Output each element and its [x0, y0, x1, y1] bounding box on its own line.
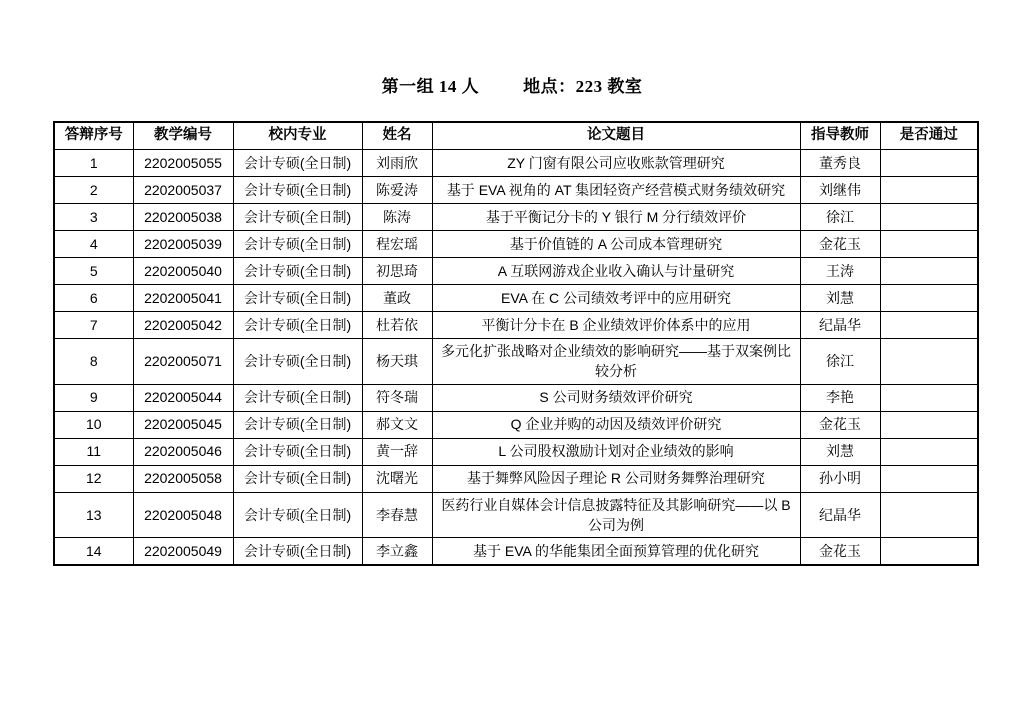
cell-student-id: 2202005046 — [133, 438, 233, 465]
cell-thesis: 基于 EVA 视角的 AT 集团轻资产经营模式财务绩效研究 — [432, 177, 800, 204]
cell-student-id: 2202005045 — [133, 411, 233, 438]
cell-pass — [880, 384, 978, 411]
cell-thesis: 多元化扩张战略对企业绩效的影响研究——基于双案例比较分析 — [432, 339, 800, 385]
cell-seq: 5 — [54, 258, 133, 285]
cell-advisor: 金花玉 — [800, 411, 880, 438]
table-row — [54, 150, 978, 177]
cell-major: 会计专硕(全日制) — [233, 285, 362, 312]
cell-name: 陈爱涛 — [362, 177, 432, 204]
table-row — [54, 492, 978, 538]
table-row — [54, 258, 978, 285]
table-body — [54, 150, 978, 566]
cell-thesis: L 公司股权激励计划对企业绩效的影响 — [432, 438, 800, 465]
cell-pass — [880, 204, 978, 231]
cell-major: 会计专硕(全日制) — [233, 538, 362, 566]
cell-thesis: 平衡计分卡在 B 企业绩效评价体系中的应用 — [432, 312, 800, 339]
cell-pass — [880, 231, 978, 258]
cell-seq: 12 — [54, 465, 133, 492]
cell-advisor: 李艳 — [800, 384, 880, 411]
table-row — [54, 339, 978, 385]
cell-thesis: EVA 在 C 公司绩效考评中的应用研究 — [432, 285, 800, 312]
location-title: 地点：223 教室 — [523, 77, 643, 96]
table-row — [54, 384, 978, 411]
cell-pass — [880, 339, 978, 385]
cell-advisor: 刘继伟 — [800, 177, 880, 204]
cell-advisor: 金花玉 — [800, 538, 880, 566]
cell-major: 会计专硕(全日制) — [233, 411, 362, 438]
cell-major: 会计专硕(全日制) — [233, 438, 362, 465]
cell-student-id: 2202005044 — [133, 384, 233, 411]
table-row — [54, 465, 978, 492]
cell-name: 程宏瑶 — [362, 231, 432, 258]
cell-pass — [880, 285, 978, 312]
cell-major: 会计专硕(全日制) — [233, 492, 362, 538]
cell-name: 郝文文 — [362, 411, 432, 438]
table-row — [54, 438, 978, 465]
cell-seq: 3 — [54, 204, 133, 231]
cell-seq: 2 — [54, 177, 133, 204]
cell-advisor: 金花玉 — [800, 231, 880, 258]
cell-pass — [880, 258, 978, 285]
cell-pass — [880, 438, 978, 465]
cell-name: 黄一辞 — [362, 438, 432, 465]
table-row — [54, 312, 978, 339]
cell-major: 会计专硕(全日制) — [233, 312, 362, 339]
cell-thesis: 基于价值链的 A 公司成本管理研究 — [432, 231, 800, 258]
cell-student-id: 2202005058 — [133, 465, 233, 492]
cell-advisor: 孙小明 — [800, 465, 880, 492]
header-thesis: 论文题目 — [432, 122, 800, 150]
table-row — [54, 177, 978, 204]
cell-advisor: 刘慧 — [800, 438, 880, 465]
table-row — [54, 231, 978, 258]
cell-name: 陈涛 — [362, 204, 432, 231]
cell-seq: 1 — [54, 150, 133, 177]
cell-student-id: 2202005049 — [133, 538, 233, 566]
cell-name: 杨天琪 — [362, 339, 432, 385]
cell-seq: 10 — [54, 411, 133, 438]
cell-name: 李立鑫 — [362, 538, 432, 566]
table-row — [54, 538, 978, 566]
header-name: 姓名 — [362, 122, 432, 150]
cell-student-id: 2202005038 — [133, 204, 233, 231]
cell-pass — [880, 312, 978, 339]
cell-name: 沈曙光 — [362, 465, 432, 492]
cell-student-id: 2202005040 — [133, 258, 233, 285]
cell-name: 杜若依 — [362, 312, 432, 339]
cell-advisor: 刘慧 — [800, 285, 880, 312]
cell-student-id: 2202005039 — [133, 231, 233, 258]
cell-major: 会计专硕(全日制) — [233, 231, 362, 258]
cell-advisor: 徐江 — [800, 204, 880, 231]
header-pass: 是否通过 — [880, 122, 978, 150]
header-seq: 答辩序号 — [54, 122, 133, 150]
header-student-id: 教学编号 — [133, 122, 233, 150]
cell-pass — [880, 492, 978, 538]
header-row — [54, 122, 978, 150]
table-row — [54, 411, 978, 438]
cell-pass — [880, 150, 978, 177]
cell-advisor: 董秀良 — [800, 150, 880, 177]
cell-advisor: 王涛 — [800, 258, 880, 285]
cell-seq: 14 — [54, 538, 133, 566]
cell-seq: 11 — [54, 438, 133, 465]
cell-major: 会计专硕(全日制) — [233, 258, 362, 285]
cell-student-id: 2202005041 — [133, 285, 233, 312]
cell-major: 会计专硕(全日制) — [233, 150, 362, 177]
cell-advisor: 纪晶华 — [800, 492, 880, 538]
cell-thesis: S 公司财务绩效评价研究 — [432, 384, 800, 411]
cell-thesis: A 互联网游戏企业收入确认与计量研究 — [432, 258, 800, 285]
document-title — [0, 72, 1024, 97]
cell-thesis: Q 企业并购的动因及绩效评价研究 — [432, 411, 800, 438]
cell-thesis: 基于舞弊风险因子理论 R 公司财务舞弊治理研究 — [432, 465, 800, 492]
cell-seq: 7 — [54, 312, 133, 339]
cell-major: 会计专硕(全日制) — [233, 339, 362, 385]
header-major: 校内专业 — [233, 122, 362, 150]
cell-pass — [880, 177, 978, 204]
cell-major: 会计专硕(全日制) — [233, 465, 362, 492]
cell-student-id: 2202005071 — [133, 339, 233, 385]
cell-major: 会计专硕(全日制) — [233, 384, 362, 411]
cell-pass — [880, 411, 978, 438]
cell-student-id: 2202005042 — [133, 312, 233, 339]
cell-name: 初思琦 — [362, 258, 432, 285]
cell-thesis: ZY 门窗有限公司应收账款管理研究 — [432, 150, 800, 177]
cell-advisor: 纪晶华 — [800, 312, 880, 339]
cell-name: 符冬瑞 — [362, 384, 432, 411]
cell-major: 会计专硕(全日制) — [233, 177, 362, 204]
defense-schedule-table — [53, 121, 979, 566]
cell-name: 刘雨欣 — [362, 150, 432, 177]
cell-advisor: 徐江 — [800, 339, 880, 385]
cell-student-id: 2202005037 — [133, 177, 233, 204]
cell-name: 董政 — [362, 285, 432, 312]
cell-pass — [880, 538, 978, 566]
table-row — [54, 204, 978, 231]
cell-thesis: 基于平衡记分卡的 Y 银行 M 分行绩效评价 — [432, 204, 800, 231]
group-title: 第一组 14 人 — [381, 77, 480, 96]
cell-student-id: 2202005048 — [133, 492, 233, 538]
cell-name: 李春慧 — [362, 492, 432, 538]
cell-seq: 4 — [54, 231, 133, 258]
cell-seq: 9 — [54, 384, 133, 411]
cell-major: 会计专硕(全日制) — [233, 204, 362, 231]
cell-student-id: 2202005055 — [133, 150, 233, 177]
table-row — [54, 285, 978, 312]
cell-thesis: 医药行业自媒体会计信息披露特征及其影响研究——以 B 公司为例 — [432, 492, 800, 538]
cell-thesis: 基于 EVA 的华能集团全面预算管理的优化研究 — [432, 538, 800, 566]
cell-seq: 8 — [54, 339, 133, 385]
cell-seq: 13 — [54, 492, 133, 538]
cell-seq: 6 — [54, 285, 133, 312]
header-advisor: 指导教师 — [800, 122, 880, 150]
cell-pass — [880, 465, 978, 492]
